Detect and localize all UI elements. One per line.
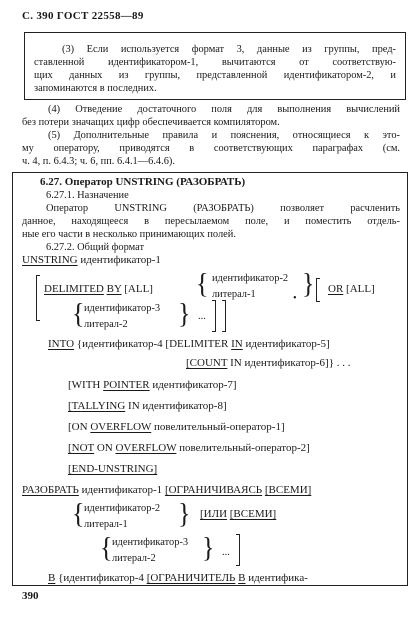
syntax-r-lit2: литерал-2 bbox=[112, 553, 156, 564]
syntax-id8: IN идентификатор-8] bbox=[128, 400, 227, 412]
syntax-into bbox=[48, 338, 330, 351]
box-line: (3) Если используется формат 3, данные из группы, пред- bbox=[62, 44, 396, 55]
kw-all2: [ALL] bbox=[346, 283, 375, 295]
kw-on2: ON bbox=[96, 442, 113, 454]
kw-not: [NOT bbox=[68, 442, 95, 454]
syntax-not-on-overflow bbox=[68, 442, 310, 455]
kw-razobrat: РАЗОБРАТЬ bbox=[22, 484, 79, 496]
para-4-line: без потери значащих цифр обеспечивается компилятором. bbox=[22, 117, 280, 128]
brace-left: { bbox=[72, 497, 85, 530]
syntax-delimited bbox=[44, 283, 153, 296]
syntax-pointer bbox=[68, 379, 237, 392]
kw-ili: [ИЛИ bbox=[200, 508, 228, 520]
kw-in: IN bbox=[231, 338, 243, 350]
box-line: ставленной идентификатором-1, вычитаются от соответствую- bbox=[34, 57, 396, 68]
bullet-mark: • bbox=[293, 293, 297, 304]
syntax-v2-rest: идентифика- bbox=[248, 572, 308, 584]
kw-by: BY bbox=[106, 283, 122, 295]
syntax-on-overflow bbox=[68, 421, 285, 434]
subsection-format: 6.27.2. Общий формат bbox=[46, 242, 145, 253]
box-line: запоминаются в последних. bbox=[34, 83, 157, 94]
bracket-right bbox=[222, 300, 226, 332]
kw-ogranichitel: [ОГРАНИЧИТЕЛЬ bbox=[146, 572, 236, 584]
brace-left: { bbox=[196, 267, 209, 300]
syntax-r-dots: ... bbox=[222, 547, 230, 558]
syntax-r-id1: идентификатор-1 bbox=[81, 484, 163, 496]
syntax-r-id2: идентификатор-2 bbox=[84, 503, 161, 514]
subsection-purpose-label: 6.27.1. Назначение bbox=[46, 190, 129, 201]
kw-all: [ALL] bbox=[124, 283, 153, 295]
page-header: С. 390 ГОСТ 22558—89 bbox=[22, 10, 144, 22]
syntax-into-rest: {идентификатор-4 bbox=[76, 338, 163, 350]
brace-right: } bbox=[202, 531, 215, 564]
kw-pointer: POINTER bbox=[103, 379, 150, 391]
box-line: щих данных из группы, представленной идентификатором-2, и bbox=[34, 70, 396, 81]
kw-count: [COUNT bbox=[186, 357, 228, 369]
syntax-v-rest: {идентификатор-4 bbox=[58, 572, 144, 584]
para-4-line: (4) Отведение достаточного поля для выполнения вычислений bbox=[48, 104, 400, 115]
syntax-op2: повелительный-оператор-2] bbox=[179, 442, 310, 454]
syntax-tallying bbox=[68, 400, 227, 413]
syntax-r-id3: идентификатор-3 bbox=[112, 537, 189, 548]
kw-delimiter-open: [DELIMITER bbox=[165, 338, 229, 350]
syntax-r-lit1: литерал-1 bbox=[84, 519, 128, 530]
purpose-line: Оператор UNSTRING (РАЗОБРАТЬ) позволяет расчленить bbox=[46, 203, 400, 214]
syntax-count-rest: IN идентификатор-6]} . . . bbox=[230, 357, 351, 369]
subsection-purpose bbox=[46, 189, 129, 202]
syntax-v bbox=[48, 572, 308, 585]
bracket-left bbox=[36, 275, 40, 321]
syntax-lit2: литерал-2 bbox=[84, 319, 128, 330]
para-5-line: (5) Дополнительные правила и пояснения, относящиеся к это- bbox=[48, 130, 400, 141]
para-5-line: ч. 4, п. 6.4.3; ч. 6, пп. 6.4.1—6.4.6). bbox=[22, 156, 175, 167]
syntax-ili bbox=[200, 508, 276, 521]
syntax-id2: идентификатор-2 bbox=[212, 273, 289, 284]
purpose-line: ные его части в несколько принимающих полей. bbox=[22, 229, 236, 240]
brace-right: } bbox=[178, 297, 191, 330]
kw-on: [ON bbox=[68, 421, 88, 433]
bracket-right bbox=[212, 300, 216, 332]
kw-into: INTO bbox=[48, 338, 75, 350]
syntax-id5: идентификатор-5] bbox=[245, 338, 330, 350]
kw-end-unstring: [END-UNSTRING] bbox=[68, 463, 158, 475]
kw-vsemi2: [ВСЕМИ] bbox=[229, 508, 277, 520]
brace-right: } bbox=[178, 497, 191, 530]
syntax-id3: идентификатор-3 bbox=[84, 303, 161, 314]
syntax-dots: ... bbox=[198, 311, 206, 322]
page-number: 390 bbox=[22, 590, 39, 602]
para-5-line: му оператору, приводятся в соответствующих параграфах (см. bbox=[22, 143, 400, 154]
syntax-id7: идентификатор-7] bbox=[152, 379, 237, 391]
brace-right: } bbox=[302, 267, 315, 300]
bracket-right bbox=[236, 534, 240, 566]
kw-tallying: [TALLYING bbox=[68, 400, 126, 412]
kw-or: OR bbox=[328, 283, 344, 295]
syntax-lit1: литерал-1 bbox=[212, 289, 256, 300]
purpose-line: данное, находящееся в пересылаемом поле, и поместить отдель- bbox=[22, 216, 400, 227]
kw-v: В bbox=[48, 572, 56, 584]
kw-with: [WITH bbox=[68, 379, 101, 391]
kw-vsemi: [ВСЕМИ] bbox=[264, 484, 312, 496]
syntax-op1: повелительный-оператор-1] bbox=[153, 421, 285, 433]
section-title: 6.27. Оператор UNSTRING (РАЗОБРАТЬ) bbox=[40, 176, 246, 188]
kw-ogranichivayas: [ОГРАНИЧИВАЯСЬ bbox=[164, 484, 263, 496]
syntax-id1: идентификатор-1 bbox=[80, 254, 161, 266]
brace-left: { bbox=[72, 297, 85, 330]
brace-left: { bbox=[100, 531, 113, 564]
syntax-razobrat bbox=[22, 484, 311, 497]
bracket-left bbox=[316, 278, 320, 302]
syntax-count bbox=[186, 357, 350, 370]
syntax-or bbox=[328, 283, 375, 296]
kw-delimited: DELIMITED bbox=[44, 283, 104, 295]
kw-overflow2: OVERFLOW bbox=[115, 442, 177, 454]
kw-unstring: UNSTRING bbox=[22, 254, 78, 266]
syntax-line-unstring bbox=[22, 254, 161, 267]
kw-overflow: OVERFLOW bbox=[90, 421, 152, 433]
kw-v2: В bbox=[238, 572, 246, 584]
